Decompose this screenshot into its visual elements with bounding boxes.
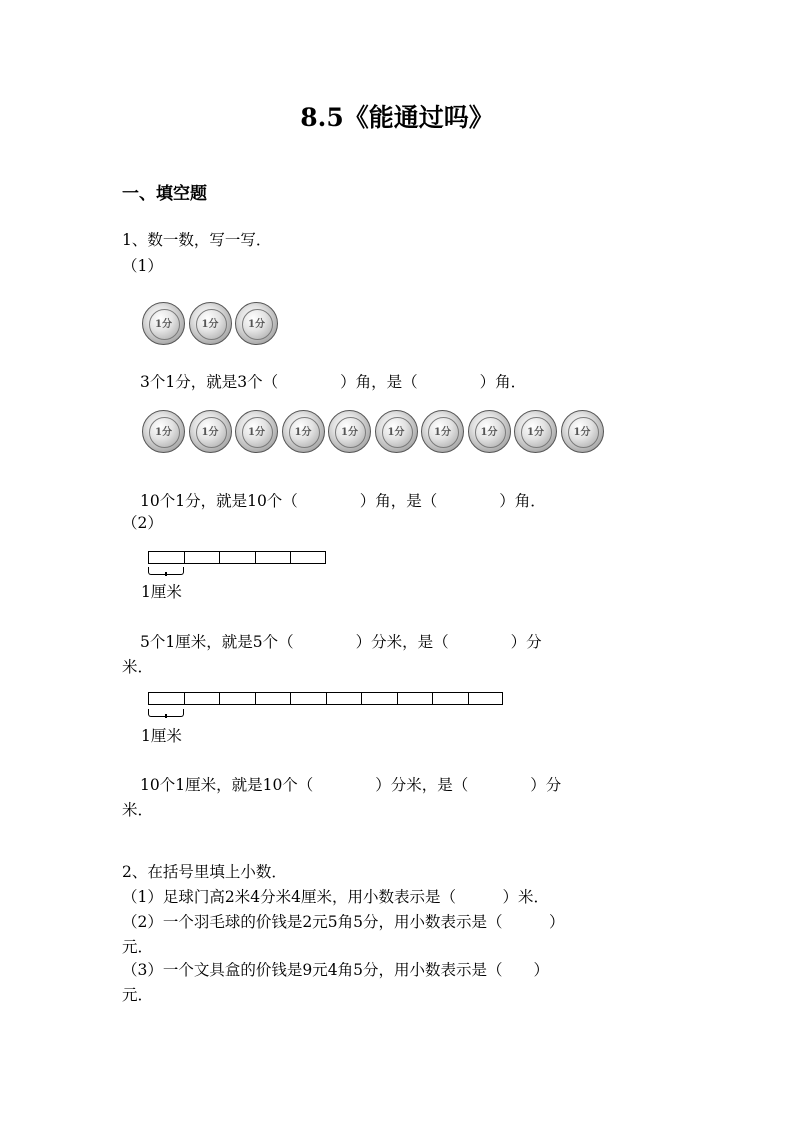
coin-1-fen [375,410,418,453]
coin-1-fen [282,410,325,453]
part-2-label: （2） [122,514,163,532]
coin-face-text: 1分 [248,427,265,438]
part-1-label: （1） [122,257,163,275]
coin-face-text: 1分 [155,427,172,438]
ruler-segment [397,692,433,705]
question-2-item-2: （2）一个羽毛球的价钱是2元5角5分，用小数表示是（ ） [122,913,565,931]
coin-face-text: 1分 [527,427,544,438]
question-line-c-tail: 米． [122,658,154,676]
ruler-brace-2 [148,709,184,717]
coin-row-3 [142,302,282,345]
coin-face-text: 1分 [480,427,498,438]
ruler-segment [148,692,184,705]
coin-face-text: 1分 [341,427,358,438]
ruler-segment [468,692,504,705]
coin-face-text: 1分 [434,427,451,438]
coin-face-text: 1分 [201,427,219,438]
ruler-segment [255,692,291,705]
question-2-item-2-tail: 元． [122,938,154,956]
coin-row-10 [142,410,607,453]
ruler-10-segments [148,692,503,705]
question-line-d: 10个1厘米，就是10个（ ）分米，是（ ）分 [140,776,562,794]
ruler-segment [290,692,326,705]
coin-face-text: 1分 [387,427,405,438]
coin-face-text: 1分 [248,319,265,330]
coin-face-text: 1分 [573,427,591,438]
page-title: 8.5《能通过吗》 [300,103,494,132]
coin-1-fen [235,410,278,453]
ruler-segment [290,551,326,564]
coin-1-fen [235,302,278,345]
question-2-item-3: （3）一个文具盒的价钱是9元4角5分，用小数表示是（ ） [122,961,549,979]
coin-1-fen [142,410,185,453]
question-2-item-1: （1）足球门高2米4分米4厘米，用小数表示是（ ）米． [122,888,549,906]
question-line-d-tail: 米． [122,801,154,819]
coin-face-text: 1分 [201,319,219,330]
coin-1-fen [142,302,185,345]
question-2-heading: 2、在括号里填上小数． [122,863,287,881]
coin-1-fen [514,410,557,453]
question-line-b: 10个1分，就是10个（ ）角，是（ ）角． [140,492,546,510]
ruler-segment [255,551,291,564]
coin-1-fen [189,302,232,345]
coin-1-fen [328,410,371,453]
coin-1-fen [421,410,464,453]
ruler-segment [184,692,220,705]
unit-label-2: 1厘米 [141,727,182,745]
question-1-heading: 1、数一数，写一写． [122,231,272,249]
ruler-segment [219,692,255,705]
question-line-c: 5个1厘米，就是5个（ ）分米，是（ ）分 [140,633,542,651]
question-2-item-3-tail: 元． [122,986,154,1004]
ruler-segment [432,692,468,705]
question-line-a: 3个1分，就是3个（ ）角，是（ ）角． [140,373,527,391]
ruler-segment [361,692,397,705]
coin-face-text: 1分 [294,427,312,438]
ruler-segment [148,551,184,564]
ruler-5-segments [148,551,326,564]
coin-1-fen [468,410,511,453]
ruler-segment [219,551,255,564]
coin-1-fen [189,410,232,453]
ruler-segment [326,692,362,705]
coin-face-text: 1分 [155,319,172,330]
unit-label-1: 1厘米 [141,583,182,601]
section-heading: 一、填空题 [122,184,207,204]
ruler-segment [184,551,220,564]
ruler-brace-1 [148,567,184,575]
coin-1-fen [561,410,604,453]
